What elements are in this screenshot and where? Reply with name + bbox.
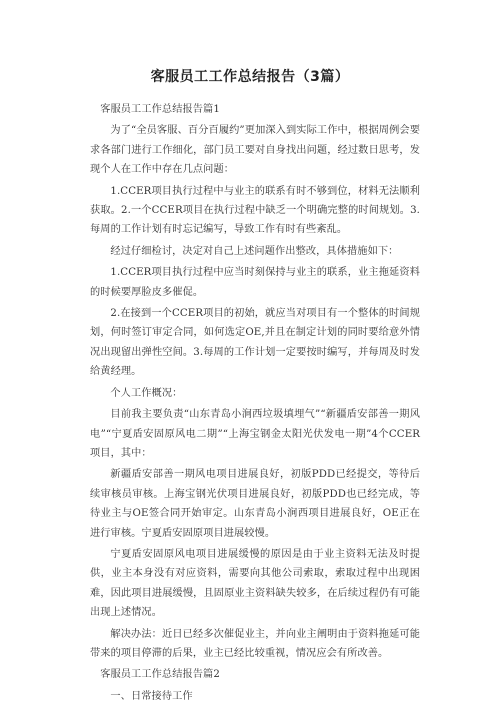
delay-reason-paragraph: 宁夏盾安固原风电项目进展缓慢的原因是由于业主资料无法及时提供，业主本身没有对应资料，需要向其他公司索取，索取过程中出现困难，因此项目进展缓慢，且固原业主资料缺失较多，在后续过程仍有可能出现上述情况。 bbox=[90, 548, 420, 619]
document-title: 客服员工工作总结报告（3篇） bbox=[150, 69, 350, 85]
measure-2-paragraph: 2.在接到一个CCER项目的初始，就应当对项目有一个整体的时间规划，何时签订审定合同，如何选定OE,并且在制定计划的同时要给意外情况出现留出弹性空间。3.每周的工作计划一定要按时编写，并每周及时发给黄经理。 bbox=[90, 308, 420, 378]
intro-paragraph: 为了“全员客服、百分百履约”更加深入到实际工作中，根据周例会要求各部门进行工作细化，部门员工要对自身找出问题，经过数日思考，发现个人在工作中存在几点问题： bbox=[90, 125, 420, 176]
personal-overview-heading: 个人工作概况： bbox=[110, 387, 183, 399]
measure-1-paragraph: 1.CCER项目执行过程中应当时刻保持与业主的联系，业主拖延资料的时候要厚脸皮多催促。 bbox=[90, 267, 420, 298]
document-body bbox=[90, 100, 420, 708]
problems-paragraph: 1.CCER项目执行过程中与业主的联系有时不够到位，材料无法顺利获取。2.一个CCER项目在执行过程中缺乏一个明确完整的时间规划。3.每周的工作计划有时忘记编写，导致工作有时有些紊乱。 bbox=[90, 185, 420, 236]
daily-reception-heading: 一、日常接待工作 bbox=[110, 690, 193, 702]
projects-paragraph: 目前我主要负责“山东青岛小涧西垃圾填埋气”“新疆盾安部善一期风电”“宁夏盾安固原风电二期”“上海宝钢金太阳光伏发电一期”4个CCER项目，其中： bbox=[90, 409, 420, 459]
project-status-paragraph: 新疆盾安部善一期风电项目进展良好，初版PDD已经提交，等待后续审核员审核。上海宝钢光伏项目进展良好，初版PDD也已经完成，等待业主与OE签合同开始审定。山东青岛小涧西项目进展良好，OE正在进行审核。宁夏盾安固原项目进展较慢。 bbox=[90, 469, 420, 539]
section-heading-part-2: 客服员工工作总结报告篇2 bbox=[100, 669, 220, 681]
review-paragraph: 经过仔细检讨，决定对自己上述问题作出整改，具体措施如下： bbox=[110, 245, 399, 257]
solution-paragraph: 解决办法：近日已经多次催促业主，并向业主阐明由于资料拖延可能带来的项目停滞的后果，业主已经比较重视，情况应会有所改善。 bbox=[90, 628, 420, 659]
section-heading-part-1: 客服员工工作总结报告篇1 bbox=[100, 104, 220, 115]
